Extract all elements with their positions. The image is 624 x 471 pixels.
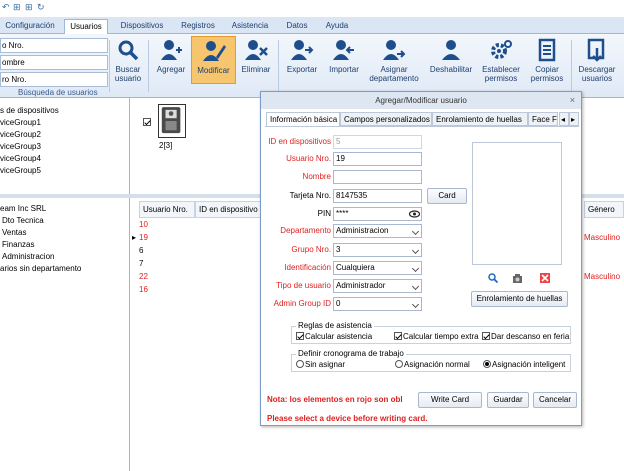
- add-user-button[interactable]: [152, 38, 190, 74]
- tree-item-group4[interactable]: viceGroup4: [0, 154, 41, 163]
- department-select[interactable]: Administracion: [333, 224, 422, 238]
- calc-overtime-checkbox[interactable]: Calcular tiempo extra: [394, 332, 479, 341]
- assign-department-label: Asignar departamento: [369, 65, 419, 83]
- required-note: Nota: los elementos en rojo son obl: [267, 395, 403, 404]
- card-nro-label: Tarjeta Nro.: [289, 191, 331, 200]
- import-label: Importar: [329, 65, 359, 74]
- copy-permissions-label: Copiar permisos: [530, 65, 564, 83]
- magnifier-icon: [116, 38, 140, 62]
- tab-asistencia[interactable]: Asistencia: [231, 21, 269, 30]
- user-assign-icon: [382, 38, 406, 62]
- column-header-device-id[interactable]: ID en dispositivo: [195, 201, 265, 218]
- menu-tabs: [0, 17, 624, 34]
- download-icon: [585, 38, 609, 62]
- tab-configuracion[interactable]: Configuración: [5, 21, 55, 30]
- device-icon[interactable]: ⊞: [25, 2, 33, 12]
- tab-scroll-left-icon[interactable]: ◂: [559, 112, 569, 126]
- tree-item-group5[interactable]: viceGroup5: [0, 166, 41, 175]
- add-modify-user-dialog: [260, 91, 582, 426]
- assign-department-button[interactable]: [366, 38, 422, 83]
- table-row[interactable]: 16: [139, 285, 148, 294]
- tree-item-group3[interactable]: viceGroup3: [0, 142, 41, 151]
- schedule-normal-radio[interactable]: Asignación normal: [395, 360, 470, 369]
- user-export-icon: [290, 38, 314, 62]
- group-label: Grupo Nro.: [291, 245, 331, 254]
- tab-fingerprint-enroll[interactable]: Enrolamiento de huellas: [432, 112, 528, 126]
- pin-label: PIN: [317, 209, 331, 218]
- tree-item-dto-tecnica[interactable]: Dto Tecnica: [2, 216, 44, 225]
- tab-usuarios[interactable]: Usuarios: [64, 19, 108, 34]
- sync-icon[interactable]: ↻: [37, 2, 45, 12]
- dialog-title: Agregar/Modificar usuario: [261, 92, 581, 109]
- camera-icon[interactable]: [512, 273, 523, 284]
- delete-icon[interactable]: [540, 273, 550, 283]
- device-tree: [0, 98, 130, 194]
- user-nro-label: Usuario Nro.: [286, 154, 331, 163]
- search-group-label: Búsqueda de usuarios: [18, 88, 98, 97]
- gear-icon: [489, 38, 513, 62]
- close-icon[interactable]: ×: [569, 95, 575, 105]
- ribbon: [0, 34, 624, 98]
- modify-user-label: Modificar: [197, 66, 230, 75]
- calc-attendance-checkbox[interactable]: Calcular asistencia: [296, 332, 372, 341]
- copy-document-icon: [535, 38, 559, 62]
- user-type-select[interactable]: Administrador: [333, 279, 422, 293]
- tab-face[interactable]: Face F: [528, 112, 558, 126]
- card-nro-field[interactable]: 8147535: [333, 189, 422, 203]
- tree-item-administracion[interactable]: Administracion: [2, 252, 55, 261]
- export-button[interactable]: [282, 38, 322, 74]
- tree-item-company[interactable]: eam Inc SRL: [0, 204, 47, 213]
- identification-label: Identificación: [284, 263, 331, 272]
- name-label: Nombre: [302, 172, 331, 181]
- tree-item-group2[interactable]: viceGroup2: [0, 130, 41, 139]
- tab-registros[interactable]: Registros: [181, 21, 215, 30]
- admin-group-select[interactable]: 0: [333, 297, 422, 311]
- tab-custom-fields[interactable]: Campos personalizados: [340, 112, 432, 126]
- delete-user-button[interactable]: [238, 38, 274, 74]
- device-checkbox[interactable]: [143, 118, 151, 126]
- search-user-nro-field[interactable]: o Nro.: [0, 38, 108, 53]
- terminal-device-icon[interactable]: [158, 104, 186, 138]
- group-select[interactable]: 3: [333, 243, 422, 257]
- device-id-field: 5: [333, 135, 422, 149]
- set-permissions-button[interactable]: [478, 38, 524, 83]
- download-users-button[interactable]: [574, 38, 620, 83]
- tab-ayuda[interactable]: Ayuda: [325, 21, 349, 30]
- tree-item-devices-root[interactable]: s de dispositivos: [0, 106, 59, 115]
- pin-field[interactable]: ****: [333, 207, 422, 221]
- search-user-label: Buscar usuario: [114, 65, 142, 83]
- tab-datos[interactable]: Datos: [286, 21, 308, 30]
- attendance-rules-title: Reglas de asistencia: [298, 321, 372, 330]
- table-row[interactable]: 19: [139, 233, 148, 242]
- user-delete-icon: [244, 38, 268, 62]
- delete-user-label: Eliminar: [241, 65, 271, 74]
- schedule-smart-radio[interactable]: Asignación inteligent: [483, 360, 570, 369]
- work-schedule-group: [291, 349, 571, 372]
- device-label: 2[3]: [159, 141, 173, 150]
- identification-select[interactable]: Cualquiera: [333, 261, 422, 275]
- write-card-button[interactable]: Write Card: [418, 392, 482, 408]
- tree-item-ventas[interactable]: Ventas: [2, 228, 27, 237]
- user-disable-icon: [439, 38, 463, 62]
- tab-basic-info[interactable]: Información básica: [266, 112, 340, 127]
- import-button[interactable]: [324, 38, 364, 74]
- column-header-gender[interactable]: Género: [584, 201, 624, 218]
- department-tree: [0, 198, 130, 471]
- search-name-field[interactable]: ombre: [0, 55, 108, 70]
- table-row[interactable]: 7: [139, 259, 144, 268]
- work-schedule-title: Definir cronograma de trabajo: [298, 349, 404, 358]
- gender-cell: Masculino: [584, 233, 621, 242]
- schedule-none-radio[interactable]: Sin asignar: [296, 360, 345, 369]
- name-field[interactable]: [333, 170, 422, 184]
- add-user-label: Agregar: [156, 65, 186, 74]
- table-row[interactable]: 10: [139, 220, 148, 229]
- user-nro-field[interactable]: 19: [333, 152, 422, 166]
- tab-dispositivos[interactable]: Dispositivos: [120, 21, 164, 30]
- table-row[interactable]: 22: [139, 272, 148, 281]
- column-header-user-nro[interactable]: Usuario Nro.: [139, 201, 195, 218]
- search-card-field[interactable]: ro Nro.: [0, 72, 108, 87]
- export-label: Exportar: [286, 65, 318, 74]
- cancel-button[interactable]: Cancelar: [533, 392, 577, 408]
- tree-item-no-department[interactable]: arios sin departamento: [0, 264, 82, 273]
- modify-user-button[interactable]: [191, 36, 236, 84]
- table-row[interactable]: 6: [139, 246, 144, 255]
- quick-access-toolbar: [0, 0, 624, 17]
- user-type-label: Tipo de usuario: [276, 281, 331, 290]
- search-user-button[interactable]: [112, 38, 144, 83]
- search-icon[interactable]: [488, 273, 498, 283]
- save-button[interactable]: Guardar: [487, 392, 529, 408]
- device-warning: Please select a device before writing card.: [267, 414, 428, 423]
- user-add-icon: [159, 38, 183, 62]
- back-icon[interactable]: ↶: [2, 2, 10, 12]
- admin-group-label: Admin Group ID: [273, 299, 331, 308]
- tree-item-group1[interactable]: viceGroup1: [0, 118, 41, 127]
- user-import-icon: [332, 38, 356, 62]
- set-permissions-label: Establecer permisos: [482, 65, 520, 83]
- photo-box: [472, 142, 562, 265]
- tab-scroll-right-icon[interactable]: ▸: [569, 112, 579, 126]
- current-row-marker: ▸: [132, 233, 137, 242]
- gender-cell: Masculino: [584, 272, 621, 281]
- disable-user-button[interactable]: [426, 38, 476, 74]
- department-label: Departamento: [280, 226, 331, 235]
- download-users-label: Descargar usuarios: [578, 65, 616, 83]
- attendance-rules-group: [291, 321, 571, 344]
- holiday-rest-checkbox[interactable]: Dar descanso en feria: [482, 332, 570, 341]
- copy-permissions-button[interactable]: [526, 38, 568, 83]
- tree-item-finanzas[interactable]: Finanzas: [2, 240, 35, 249]
- card-button[interactable]: Card: [427, 188, 467, 204]
- users-icon[interactable]: ⊞: [13, 2, 21, 12]
- device-id-label: ID en dispositivos: [268, 137, 331, 146]
- eye-icon[interactable]: [409, 210, 420, 218]
- disable-user-label: Deshabilitar: [429, 65, 473, 74]
- user-edit-icon: [202, 39, 226, 63]
- fingerprint-enroll-button[interactable]: Enrolamiento de huellas: [471, 291, 568, 307]
